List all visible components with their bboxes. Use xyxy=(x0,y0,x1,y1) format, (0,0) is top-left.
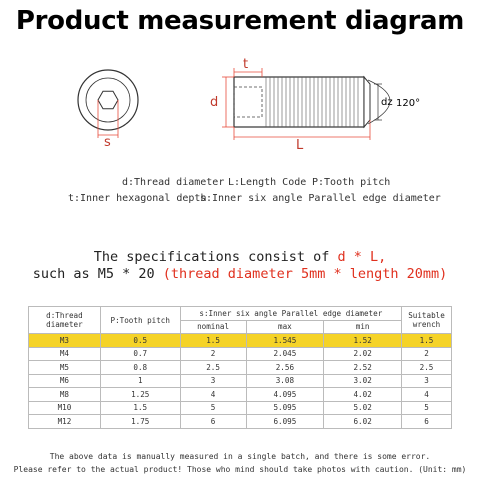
cell: 1 xyxy=(100,374,180,388)
cell: 1.5 xyxy=(402,334,452,348)
cell: 2.5 xyxy=(180,361,246,375)
cell: 6 xyxy=(180,415,246,429)
cell: 1.5 xyxy=(100,401,180,415)
label-t: t xyxy=(243,57,249,72)
cell: 4.02 xyxy=(324,388,402,402)
label-angle: 120° xyxy=(396,98,421,109)
cell: 3.02 xyxy=(324,374,402,388)
end-view xyxy=(78,70,138,150)
table-row xyxy=(29,388,452,402)
cell: 5 xyxy=(402,401,452,415)
header-tooth-pitch: P:Tooth pitch xyxy=(100,307,180,334)
header-wrench: Suitable wrench xyxy=(402,307,452,334)
cell: 0.5 xyxy=(100,334,180,348)
table-row xyxy=(29,334,452,348)
spec-table xyxy=(28,306,452,429)
cell: 5.02 xyxy=(324,401,402,415)
cell: M3 xyxy=(29,334,101,348)
cell: 4 xyxy=(402,388,452,402)
cell: 2 xyxy=(402,347,452,361)
cell: 6.095 xyxy=(246,415,324,429)
label-L: L xyxy=(296,138,304,153)
spec-line-2: such as M5 * 20 (thread diameter 5mm * length 20mm) xyxy=(32,266,448,282)
table-header xyxy=(29,307,452,321)
cell: 2.045 xyxy=(246,347,324,361)
cell: 1.75 xyxy=(100,415,180,429)
cell: 5.095 xyxy=(246,401,324,415)
label-dz: dz xyxy=(381,97,393,108)
table-row xyxy=(29,374,452,388)
cell: 2.02 xyxy=(324,347,402,361)
cell: 1.545 xyxy=(246,334,324,348)
cell: 0.7 xyxy=(100,347,180,361)
cell: 4.095 xyxy=(246,388,324,402)
cell: M8 xyxy=(29,388,101,402)
legend-d: d:Thread diameter xyxy=(122,177,225,188)
legend-L: L:Length Code xyxy=(228,177,307,188)
cell: 2.56 xyxy=(246,361,324,375)
cell: M6 xyxy=(29,374,101,388)
header-min: min xyxy=(324,320,402,334)
measurement-diagram xyxy=(0,40,480,155)
legend-s: s:Inner six angle Parallel edge diameter xyxy=(200,193,441,204)
cell: 5 xyxy=(180,401,246,415)
cell: 0.8 xyxy=(100,361,180,375)
cell: M4 xyxy=(29,347,101,361)
table-row xyxy=(29,361,452,375)
header-max: max xyxy=(246,320,324,334)
cell: M5 xyxy=(29,361,101,375)
label-d: d xyxy=(210,95,219,110)
cell: 1.52 xyxy=(324,334,402,348)
cell: 6.02 xyxy=(324,415,402,429)
cell: 3 xyxy=(402,374,452,388)
table-row xyxy=(29,415,452,429)
footer-note-2: Please refer to the actual product! Those who mind should take photos with caution. (Unit: mm) xyxy=(13,465,467,474)
side-view xyxy=(210,57,420,153)
cell: M10 xyxy=(29,401,101,415)
header-thread-diameter: d:Thread diameter xyxy=(29,307,101,334)
cell: M12 xyxy=(29,415,101,429)
cell: 3 xyxy=(180,374,246,388)
header-nominal: nominal xyxy=(180,320,246,334)
legend-t: t:Inner hexagonal depth xyxy=(68,193,207,204)
footer-note-1: The above data is manually measured in a single batch, and there is some error. xyxy=(49,452,431,461)
cell: 3.08 xyxy=(246,374,324,388)
table-row xyxy=(29,401,452,415)
legend-P: P:Tooth pitch xyxy=(312,177,391,188)
cell: 6 xyxy=(402,415,452,429)
cell: 1.25 xyxy=(100,388,180,402)
label-s: s xyxy=(104,135,111,150)
cell: 2.52 xyxy=(324,361,402,375)
spec-line-1: The specifications consist of d * L, xyxy=(93,249,387,265)
cell: 2.5 xyxy=(402,361,452,375)
cell: 2 xyxy=(180,347,246,361)
header-hex-diameter: s:Inner six angle Parallel edge diameter xyxy=(180,307,401,321)
cell: 1.5 xyxy=(180,334,246,348)
cell: 4 xyxy=(180,388,246,402)
page-title: Product measurement diagram xyxy=(15,6,465,36)
table-row xyxy=(29,347,452,361)
